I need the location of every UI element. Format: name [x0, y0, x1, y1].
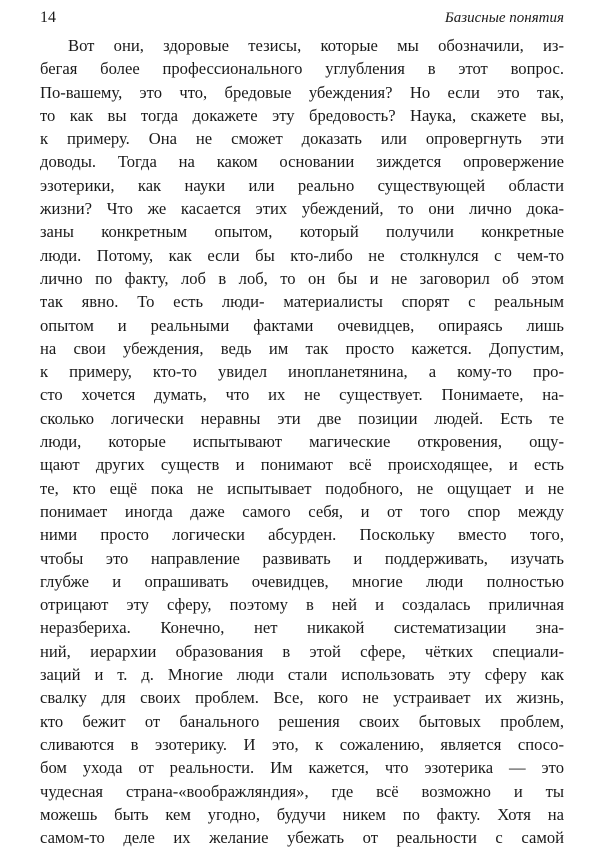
- text-line: так явно. То есть люди- материалисты спорят с реальным: [40, 292, 564, 312]
- text-line: люди, которые испытывают магические откровения, ощу-: [40, 432, 564, 452]
- text-line: то как вы тогда докажете эту бредовость? Наука, скажете вы,: [40, 105, 564, 125]
- text-line: чудесная страна-«воображляндия», где всё возможно и ты: [40, 781, 564, 801]
- text-line: заций и т. д. Многие люди стали использовать эту сферу как: [40, 665, 564, 685]
- text-line: ними просто логически абсурден. Поскольку вместо того,: [40, 525, 564, 545]
- text-line: люди. Потому, как если бы кто-либо не столкнулся с чем-то: [40, 245, 564, 265]
- text-line: эзотерики, как науки или реально существующей области: [40, 175, 564, 195]
- text-line: отрицают эту сферу, поэтому в ней и создалась приличная: [40, 595, 564, 615]
- text-line: можешь быть кем угодно, будучи никем по факту. Хотя на: [40, 804, 564, 824]
- text-line: свалку для своих проблем. Все, кого не устраивает их жизнь,: [40, 688, 564, 708]
- text-line: чтобы это направление развивать и поддерживать, изучать: [40, 548, 564, 568]
- text-line: сливаются в эзотерику. И это, к сожалению, является спосо-: [40, 734, 564, 754]
- text-line: бегая более профессионального углубления в этот вопрос.: [40, 59, 564, 79]
- text-line: к примеру. Она не сможет доказать или опровергнуть эти: [40, 129, 564, 149]
- text-line: неразбериха. Конечно, нет никакой систематизации зна-: [40, 618, 564, 638]
- text-line: опытом и реальными фактами очевидцев, опираясь лишь: [40, 315, 564, 335]
- running-head: Базисные понятия: [444, 9, 564, 26]
- text-line: Вот они, здоровые тезисы, которые мы обозначили, из-: [68, 36, 564, 55]
- text-line: жизни? Что же касается этих убеждений, то они лично дока-: [40, 199, 564, 219]
- text-line: глубже и опрашивать очевидцев, многие люди полностью: [40, 571, 564, 591]
- text-line: заны конкретным опытом, который получили конкретные: [40, 222, 564, 242]
- body-text: [40, 34, 564, 849]
- text-line: доводы. Тогда на каком основании зиждется опровержение: [40, 152, 564, 172]
- text-line: понимает иногда даже самого себя, и от того спор между: [40, 501, 564, 521]
- page-number: 14: [40, 9, 56, 26]
- text-line: щают других существ и понимают всё происходящее, и есть: [40, 455, 564, 475]
- text-line: к примеру, кто-то увидел инопланетянина, а кому-то про-: [40, 362, 564, 382]
- text-line: те, кто ещё пока не испытывает подобного, не ощущает и не: [40, 478, 564, 498]
- text-line: самом-то деле их желание убежать от реальности с самой: [40, 828, 564, 848]
- page-header: [40, 6, 564, 30]
- text-line: сколько логически неравны эти две позиции людей. Есть те: [40, 408, 564, 428]
- text-line: лично по факту, лоб в лоб, то он бы и не заговорил об этом: [40, 268, 564, 288]
- text-line: бом ухода от реальности. Им кажется, что эзотерика — это: [40, 758, 564, 778]
- text-line: кто бежит от банального решения своих бытовых проблем,: [40, 711, 564, 731]
- text-line: сто хочется думать, что их не существует. Понимаете, на-: [40, 385, 564, 405]
- text-line: на свои убеждения, ведь им так просто кажется. Допустим,: [40, 338, 564, 358]
- text-line: ний, иерархии образования в этой сфере, чётких специали-: [40, 641, 564, 661]
- text-line: По-вашему, это что, бредовые убеждения? Но если это так,: [40, 82, 564, 102]
